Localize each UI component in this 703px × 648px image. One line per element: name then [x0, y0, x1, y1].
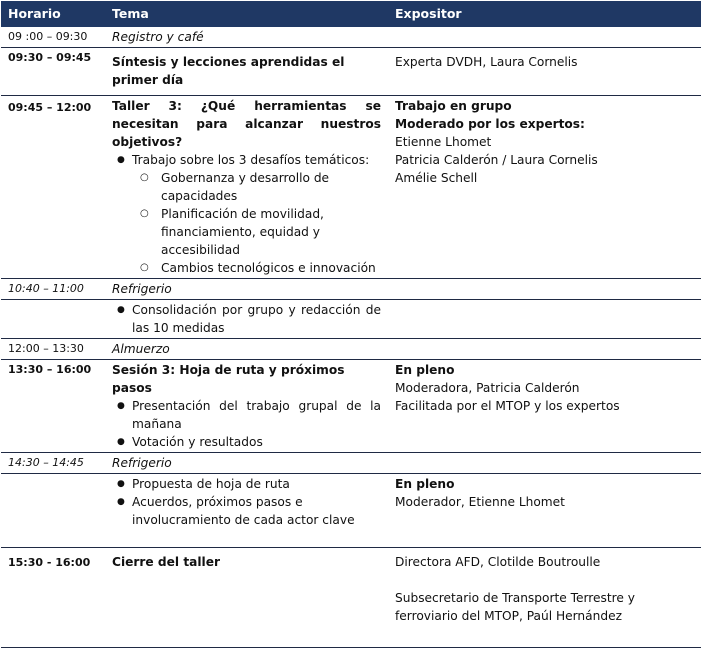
table-row [1, 339, 701, 360]
speaker-heading: Trabajo en grupo [395, 99, 512, 113]
list-item: ○ Planificación de movilidad, financiamiento, equidad y accesibilidad [161, 205, 381, 259]
row-time [1, 300, 105, 339]
speaker-name: Etienne Lhomet [395, 135, 492, 149]
list-item: ○ Cambios tecnológicos e innovación [161, 259, 381, 277]
list-item: ● Propuesta de hoja de ruta [132, 475, 381, 493]
row-topic: Refrigerio [105, 453, 388, 474]
list-item: ● Acuerdos, próximos pasos e involucramiento de cada actor clave [132, 493, 381, 529]
speaker-name: Patricia Calderón / Laura Cornelis [395, 153, 598, 167]
row-topic: Cierre del taller [105, 548, 388, 648]
row-time: 14:30 – 14:45 [1, 453, 105, 474]
row-speaker [388, 474, 701, 548]
row-speaker [388, 548, 701, 648]
table-row [1, 360, 701, 453]
row-topic [105, 96, 388, 279]
speaker-heading: En pleno [395, 363, 455, 377]
header-time: Horario [1, 1, 105, 27]
topic-list [112, 475, 381, 529]
table-row [1, 548, 701, 648]
list-item: ● Presentación del trabajo grupal de la mañana [132, 397, 381, 433]
speaker-name: Moderador, Etienne Lhomet [395, 495, 565, 509]
speaker-name: Amélie Schell [395, 171, 478, 185]
table-header [1, 1, 701, 27]
row-time: 09:45 – 12:00 [1, 96, 105, 279]
row-speaker [388, 360, 701, 453]
topic-list [112, 151, 381, 277]
row-topic [105, 360, 388, 453]
list-item: ● Consolidación por grupo y redacción de las 10 medidas [132, 301, 381, 337]
row-speaker: Experta DVDH, Laura Cornelis [388, 48, 701, 96]
topic-list [112, 397, 381, 451]
agenda-table [1, 1, 701, 648]
list-item: ● Votación y resultados [132, 433, 381, 451]
table-row [1, 48, 701, 96]
table-row [1, 300, 701, 339]
row-topic: Almuerzo [105, 339, 388, 360]
row-speaker [388, 27, 701, 48]
subtopic-list [132, 169, 381, 277]
row-speaker [388, 453, 701, 474]
row-topic: Registro y café [105, 27, 388, 48]
row-speaker [388, 279, 701, 300]
session-title: Sesión 3: Hoja de ruta y próximos pasos [112, 363, 345, 395]
row-time [1, 474, 105, 548]
row-time: 10:40 – 11:00 [1, 279, 105, 300]
row-time: 15:30 - 16:00 [1, 548, 105, 648]
table-row [1, 453, 701, 474]
speaker-name: Subsecretario de Transporte Terrestre y ferroviario del MTOP, Paúl Hernández [395, 591, 635, 623]
speaker-name: Facilitada por el MTOP y los expertos [395, 399, 620, 413]
row-topic: Refrigerio [105, 279, 388, 300]
row-time: 12:00 – 13:30 [1, 339, 105, 360]
speaker-name: Directora AFD, Clotilde Boutroulle [395, 555, 601, 569]
table-row [1, 474, 701, 548]
row-topic [105, 300, 388, 339]
row-topic: Síntesis y lecciones aprendidas el primer día [105, 48, 388, 96]
row-time: 09:30 – 09:45 [1, 48, 105, 96]
speaker-heading: En pleno [395, 477, 455, 491]
session-title: Taller 3: ¿Qué herramientas se necesitan para alcanzar nuestros objetivos? [112, 99, 381, 149]
table-row [1, 279, 701, 300]
header-speaker: Expositor [388, 1, 701, 27]
header-topic: Tema [105, 1, 388, 27]
row-speaker [388, 300, 701, 339]
row-speaker [388, 96, 701, 279]
list-item-label: Trabajo sobre los 3 desafíos temáticos: [132, 153, 370, 167]
list-item: ○ Gobernanza y desarrollo de capacidades [161, 169, 381, 205]
speaker-subheading: Moderado por los expertos: [395, 117, 585, 131]
table-row [1, 27, 701, 48]
table-row [1, 96, 701, 279]
speaker-name: Moderadora, Patricia Calderón [395, 381, 580, 395]
row-topic [105, 474, 388, 548]
topic-list [112, 301, 381, 337]
list-item [132, 151, 381, 277]
row-time: 09 :00 – 09:30 [1, 27, 105, 48]
row-speaker [388, 339, 701, 360]
row-time: 13:30 – 16:00 [1, 360, 105, 453]
